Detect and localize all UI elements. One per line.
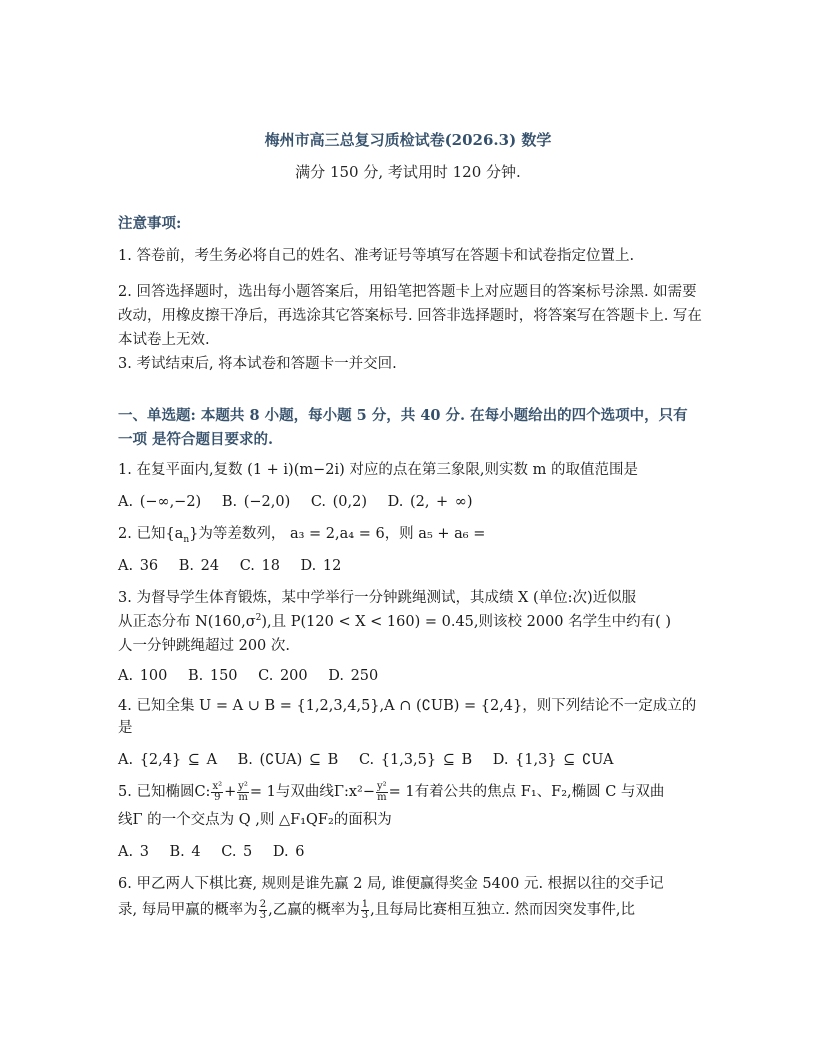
q2-mid: 为等差数列， — [198, 526, 286, 542]
fraction: $\frac{2}{3}$ — [259, 898, 267, 921]
fraction: $\frac{1}{3}$ — [361, 898, 369, 921]
q4-option-b[interactable]: B. (∁UA) ⊆ B — [237, 752, 339, 768]
q1-expr: (1 + i)(m−2i) — [247, 462, 345, 478]
page-title: 梅州市高三总复习质检试卷(2026.3) 数学 — [264, 131, 552, 149]
question-6-line-1: 6. 甲乙两人下棋比赛, 规则是谁先赢 2 局, 谁便赢得奖金 5400 元. 根据以往的交手记 — [118, 876, 664, 892]
q3-option-a[interactable]: A. 100 — [118, 668, 168, 684]
q2-cond: a₃ = 2,a₄ = 6 — [289, 526, 385, 542]
q5-option-d[interactable]: D. 6 — [272, 844, 305, 860]
q2-mid2: ，则 — [384, 526, 414, 542]
q5-triangle: △F₁QF₂ — [279, 812, 334, 828]
q5-foci: F₁、F₂ — [520, 784, 568, 800]
page-subtitle: 满分 150 分, 考试用时 120 分钟. — [295, 163, 521, 181]
q4-options — [118, 748, 702, 772]
notes-heading: 注意事项: — [118, 215, 182, 232]
q1-options — [118, 490, 702, 514]
q2-option-a[interactable]: A. 36 — [118, 558, 159, 574]
q5-options — [118, 840, 702, 864]
fraction: $\frac{\text{x²}}{9}$ — [212, 780, 223, 803]
q4-option-d[interactable]: D. {1,3} ⊆ ∁UA — [492, 752, 614, 768]
q2-prefix: 2. 已知 — [118, 526, 166, 542]
q1-option-c[interactable]: C. (0,2) — [310, 494, 368, 510]
q4-option-a[interactable]: A. {2,4} ⊆ A — [118, 752, 218, 768]
section-heading: 一、单选题: 本题共 8 小题，每小题 5 分，共 40 分. 在每小题给出的四个选项中，只有一项 是符合题目要求的. — [118, 407, 688, 448]
note-item-2: 2. 回答选择题时，选出每小题答案后，用铅笔把答题卡上对应题目的答案标号涂黑. 如需要改动，用橡皮擦干净后，再选涂其它答案标号. 回答非选择题时，将答案写在答题卡上. 写在本试卷上无效. — [118, 284, 702, 348]
question-3-line-2: 从正态分布 $N(160,\sigma^2)$,且 P(120 < X < 160) = 0.45,则该校 2000 名学生中约有( ) — [118, 613, 672, 630]
q2-options — [118, 554, 702, 578]
q4-option-c[interactable]: C. {1,3,5} ⊆ B — [358, 752, 473, 768]
question-4-line-2: 是 — [118, 720, 133, 736]
question-3-line-1: 3. 为督导学生体育锻炼，某中学举行一分钟跳绳测试，其成绩 X (单位:次)近似服 — [118, 590, 637, 606]
question-5-line-2: 线Γ 的一个交点为 Q ,则 △F₁QF₂的面积为 — [118, 812, 392, 828]
q1-suffix: 对应的点在第三象限,则实数 m 的取值范围是 — [349, 462, 638, 478]
q3-probability: P(120 < X < 160) = 0.45 — [290, 614, 474, 630]
q5-option-a[interactable]: A. 3 — [118, 844, 149, 860]
q2-option-b[interactable]: B. 24 — [178, 558, 220, 574]
q5-option-b[interactable]: B. 4 — [169, 844, 201, 860]
q5-ellipse-equation: C: $\frac{\text{x²}}{9}$ + $\frac{\text{y²}}{m}$ = 1 — [194, 780, 276, 803]
q3-option-c[interactable]: C. 200 — [258, 668, 308, 684]
q2-target: a₅ + a₆ = — [418, 526, 486, 542]
q1-prefix: 1. 在复平面内,复数 — [118, 462, 243, 478]
q1-option-b[interactable]: B. (−2,0) — [221, 494, 291, 510]
q3-options — [118, 664, 702, 688]
fraction: $\frac{\text{y²}}{m}$ — [377, 780, 387, 803]
question-1 — [118, 458, 702, 482]
q1-option-d[interactable]: D. (2, + ∞) — [387, 494, 473, 510]
question-3-line-3: 人一分钟跳绳超过 200 次. — [118, 638, 291, 654]
question-2 — [118, 522, 702, 546]
note-item-3: 3. 考试结束后, 将本试卷和答题卡一并交回. — [118, 356, 397, 372]
q5-hyperbola-equation: Γ:x²− $\frac{\text{y²}}{m}$ = 1 — [333, 780, 415, 803]
q3-option-b[interactable]: B. 150 — [187, 668, 238, 684]
question-4-line-1: 4. 已知全集 U = A ∪ B = {1,2,3,4,5},A ∩ (∁UB) = {2,4}，则下列结论不一定成立的 — [118, 698, 697, 714]
q1-option-a[interactable]: A. (−∞,−2) — [118, 494, 202, 510]
question-6-line-2: 录, 每局甲赢的概率为 $\frac{2}{3}$ ,乙赢的概率为 $\frac{1}{3}$ ,且每局比赛相互独立. 然而因突发事件,比 — [118, 898, 636, 921]
question-5-line-1: 5. 已知椭圆C: $\frac{\text{x²}}{9}$ + $\frac{\text{y²}}{m}$ = 1与双曲线Γ:x²− $\frac{\text{y²}}{m}$ = 1有着公共的焦点 F₁、F₂,椭圆 C 与双曲 — [118, 780, 665, 803]
q3-distribution: $N(160,\sigma^2)$ — [195, 613, 268, 630]
q2-option-c[interactable]: C. 18 — [239, 558, 280, 574]
q2-option-d[interactable]: D. 12 — [300, 558, 342, 574]
note-item-1: 1. 答卷前，考生务必将自己的姓名、准考证号等填写在答题卡和试卷指定位置上. — [118, 248, 635, 264]
q5-option-c[interactable]: C. 5 — [221, 844, 253, 860]
fraction: $\frac{\text{y²}}{m}$ — [238, 780, 248, 803]
q3-option-d[interactable]: D. 250 — [328, 668, 379, 684]
q2-seq: $\{a_n\}$ — [165, 526, 199, 545]
